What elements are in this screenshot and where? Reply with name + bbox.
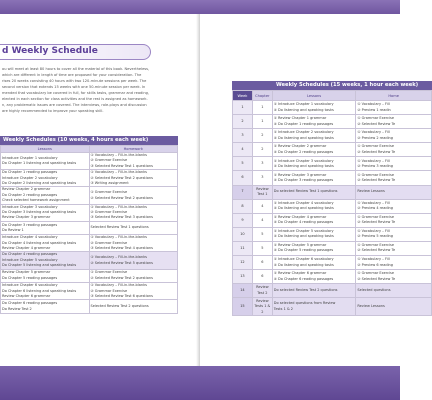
cell-text: Review Lessons: [357, 189, 385, 194]
table-row: [1, 300, 178, 313]
table-row: [233, 115, 432, 129]
cell-text: Selected questions: [357, 288, 391, 293]
section-title-text: d Weekly Schedule: [2, 46, 98, 56]
week-cell: 4: [233, 143, 253, 157]
cell-text: ① Introduce Chapter 6 vocabulary: [273, 257, 334, 262]
cell-text: Review Chapter 6 grammar: [2, 293, 51, 298]
cell-text: ② Selected Review Te: [357, 248, 396, 253]
cell-text: Introduce Chapter 2 vocabulary: [2, 175, 58, 180]
homework-cell: [89, 221, 178, 234]
cell-text: ① Grammar Exercise: [357, 172, 394, 177]
cell-text: ① Grammar Exercise: [90, 270, 128, 275]
table-caption: Weekly Schedules (15 weeks, 1 hour each week): [232, 81, 432, 90]
table-caption: Weekly Schedules (10 weeks, 4 hours each week): [0, 136, 178, 145]
week-cell: 5: [233, 157, 253, 171]
table-row: [1, 252, 178, 269]
cell-text: Do Chapter 4 listening and speaking tasks: [2, 240, 77, 245]
cell-text: ① Grammar Exercise: [357, 243, 394, 248]
homework-cell: [356, 101, 432, 115]
lessons-cell: [272, 241, 356, 255]
chapter-cell: 1: [252, 101, 272, 115]
chapter-cell: 1: [252, 115, 272, 129]
cell-text: ② Preview 5 reading: [357, 234, 393, 239]
cell-text: ② Selected Review Te: [357, 178, 396, 183]
week-cell: 9: [233, 213, 253, 227]
chapter-cell: Review Test 1: [252, 185, 272, 199]
cell-text: Introduce Chapter 6 vocabulary: [2, 283, 58, 288]
cell-text: Do Chapter 5 listening and speaking tasks: [2, 263, 77, 268]
homework-cell: [89, 269, 178, 282]
week-cell: 13: [233, 270, 253, 284]
column-header-lessons: Lessons: [1, 146, 90, 153]
table-row: [233, 199, 432, 213]
table-row: [233, 270, 432, 284]
table-row: [233, 171, 432, 185]
cell-text: ② Selected Review Te: [357, 276, 396, 281]
cell-text: ① Grammar Exercise: [357, 271, 394, 276]
cell-text: ① Introduce Chapter 1 vocabulary: [273, 102, 334, 107]
table-row: [233, 241, 432, 255]
section-title: [0, 44, 151, 60]
lessons-cell: [1, 204, 90, 221]
lessons-cell: [272, 185, 356, 199]
column-header-lessons: Lessons: [272, 91, 356, 101]
table-row: [233, 256, 432, 270]
cell-text: ② Preview 1 readin: [357, 107, 391, 112]
cell-text: ① Review Chapter 4 grammar: [273, 214, 327, 219]
cell-text: Do Chapter 6 reading passages: [2, 301, 58, 306]
chapter-cell: 4: [252, 199, 272, 213]
homework-cell: [356, 185, 432, 199]
table-row: [233, 157, 432, 171]
cell-text: ① Vocabulary – Fill: [357, 200, 390, 205]
cell-text: ② Selected Review Test 2 questions: [90, 195, 153, 200]
cell-text: ② Do Chapter 2 reading passages: [273, 149, 334, 154]
top-band: [0, 0, 400, 14]
cell-text: ② Selected Review Test 2 questions: [90, 175, 153, 180]
cell-text: ③ Selected Review Test 4 questions: [90, 246, 153, 251]
table-row: [233, 227, 432, 241]
cell-text: ③ Writing assignment: [90, 181, 129, 186]
cell-text: ① Vocabulary – Fill-in-the-blanks: [90, 170, 147, 175]
cell-text: ② Do listening and speaking tasks: [273, 163, 334, 168]
table-row: [1, 153, 178, 170]
intro-line: rises 20 weeks consisting 40 hours with two 120-minute sessions per week. The: [2, 79, 147, 83]
cell-text: Do Chapter 2 reading passages: [2, 192, 58, 197]
cell-text: ② Selected Review Test 5 questions: [90, 260, 153, 265]
lessons-cell: [1, 170, 90, 187]
cell-text: ① Vocabulary – Fill-in-the-blanks: [90, 235, 147, 240]
cell-text: ② Grammar Exercise: [90, 240, 128, 245]
homework-cell: [356, 284, 432, 298]
cell-text: ③ Selected Review Test 6 questions: [90, 293, 153, 298]
cell-text: ② Do listening and speaking tasks: [273, 262, 334, 267]
cell-text: Do Chapter 6 listening and speaking tasks: [2, 288, 77, 293]
week-cell: 1: [233, 101, 253, 115]
chapter-cell: 3: [252, 171, 272, 185]
lessons-cell: [272, 199, 356, 213]
homework-cell: [356, 256, 432, 270]
cell-text: ① Grammar Exercise: [357, 144, 394, 149]
cell-text: Do Review 1: [2, 228, 24, 233]
lessons-cell: [272, 298, 356, 316]
cell-text: Do selected Review Test 1 questions: [273, 189, 338, 194]
cell-text: ② Do Chapter 6 reading passages: [273, 276, 334, 281]
table-row: [1, 269, 178, 282]
cell-text: ① Grammar Exercise: [357, 214, 394, 219]
table-body: [1, 153, 178, 314]
lessons-cell: [1, 269, 90, 282]
cell-text: Review Chapter 2 grammar: [2, 187, 51, 192]
homework-cell: [89, 153, 178, 170]
cell-text: ② Selected Review Te: [357, 121, 396, 126]
cell-text: ② Preview 2 reading: [357, 135, 393, 140]
chapter-cell: 2: [252, 143, 272, 157]
lessons-cell: [272, 256, 356, 270]
cell-text: Check selected homework assignment: [2, 198, 70, 203]
cell-text: ① Introduce Chapter 5 vocabulary: [273, 228, 334, 233]
cell-text: ① Vocabulary – Fill: [357, 102, 390, 107]
week-cell: 12: [233, 256, 253, 270]
column-header-week: Week: [233, 91, 253, 101]
lessons-cell: [272, 115, 356, 129]
bottom-band: [0, 366, 400, 400]
homework-cell: [356, 298, 432, 316]
table-row: [1, 283, 178, 300]
right-page: [200, 14, 419, 366]
cell-text: ② Grammar Exercise: [90, 288, 128, 293]
cell-text: Do Chapter 3 listening and speaking tasks: [2, 210, 77, 215]
cell-text: Do Review Test 2: [2, 306, 32, 311]
lessons-cell: [272, 157, 356, 171]
week-cell: 11: [233, 241, 253, 255]
chapter-cell: Review Tests 1 & 2: [252, 298, 272, 316]
chapter-cell: 6: [252, 270, 272, 284]
cell-text: ① Vocabulary – Fill: [357, 130, 390, 135]
cell-text: ① Vocabulary – Fill: [357, 228, 390, 233]
cell-text: ① Review Chapter 6 grammar: [273, 271, 327, 276]
week-cell: 15: [233, 298, 253, 316]
cell-text: ② Do Chapter 3 reading passages: [273, 178, 334, 183]
cell-text: Tests 1 & 2: [273, 306, 294, 311]
homework-cell: [89, 204, 178, 221]
lessons-cell: [272, 284, 356, 298]
homework-cell: [356, 129, 432, 143]
intro-line: second version that extends 15 weeks with one 50-minute session per week. In: [2, 85, 146, 89]
homework-cell: [356, 171, 432, 185]
table-row: [233, 298, 432, 316]
cell-text: ① Introduce Chapter 2 vocabulary: [273, 130, 334, 135]
cell-text: ① Review Chapter 1 grammar: [273, 116, 327, 121]
cell-text: ② Do listening and speaking tasks: [273, 135, 334, 140]
intro-line: n, any problematic issues are covered. The interviews, role-plays and discussion: [2, 103, 147, 107]
table-row: [233, 143, 432, 157]
chapter-cell: 2: [252, 129, 272, 143]
column-header-chapter: Chapter: [252, 91, 272, 101]
lessons-cell: [1, 235, 90, 252]
cell-text: Selected Review Test 2 questions: [90, 303, 149, 308]
homework-cell: [89, 170, 178, 187]
cell-text: ② Do listening and speaking tasks: [273, 107, 334, 112]
cell-text: Introduce Chapter 3 vocabulary: [2, 204, 58, 209]
table-row: [1, 170, 178, 187]
column-header-homework: Homework: [89, 146, 178, 153]
table-body: [233, 101, 432, 316]
cell-text: Review Chapter 3 grammar: [2, 215, 51, 220]
homework-cell: [356, 115, 432, 129]
cell-text: Selected Review Test 1 questions: [90, 225, 149, 230]
cell-text: Do Chapter 2 listening and speaking tasks: [2, 181, 77, 186]
homework-cell: [89, 252, 178, 269]
cell-text: Do selected questions from Review: [273, 301, 336, 306]
intro-line: which are different in length of time are proposed for your consideration. The: [2, 73, 142, 77]
homework-cell: [89, 283, 178, 300]
intro-line: mended that vocabulary be covered in full, for skills tasks, grammar and reading,: [2, 91, 150, 95]
cell-text: ① Introduce Chapter 3 vocabulary: [273, 158, 334, 163]
table-row: [233, 284, 432, 298]
cell-text: Review Lessons: [357, 304, 385, 309]
cell-text: Review Chapter 5 grammar: [2, 270, 51, 275]
cell-text: ② Preview 4 reading: [357, 206, 393, 211]
cell-text: Introduce Chapter 5 vocabulary: [2, 257, 58, 262]
cell-text: ① Vocabulary – Fill-in-the-blanks: [90, 283, 147, 288]
cell-text: Do Chapter 3 reading passages: [2, 222, 58, 227]
left-page: [0, 14, 198, 366]
cell-text: Introduce Chapter 4 vocabulary: [2, 235, 58, 240]
lessons-cell: [1, 221, 90, 234]
week-cell: 14: [233, 284, 253, 298]
cell-text: ③ Selected Review Test 3 questions: [90, 215, 153, 220]
lessons-cell: [1, 300, 90, 313]
cell-text: ① Vocabulary – Fill: [357, 257, 390, 262]
cell-text: ① Introduce Chapter 4 vocabulary: [273, 200, 334, 205]
lessons-cell: [1, 283, 90, 300]
table-row: [233, 101, 432, 115]
cell-text: ③ Selected Review Test 1 questions: [90, 163, 153, 168]
lessons-cell: [272, 129, 356, 143]
table-row: [1, 235, 178, 252]
intro-line: elected in each section for class activities and the rest is assigned as homework.: [2, 97, 148, 101]
lessons-cell: [272, 101, 356, 115]
cell-text: ① Review Chapter 5 grammar: [273, 243, 327, 248]
table-row: [233, 213, 432, 227]
cell-text: Do Chapter 1 reading passages: [2, 170, 58, 175]
homework-cell: [89, 300, 178, 313]
cell-text: ① Review Chapter 3 grammar: [273, 172, 327, 177]
homework-cell: [356, 213, 432, 227]
cell-text: Do selected Review Test 2 questions: [273, 288, 338, 293]
week-cell: 10: [233, 227, 253, 241]
cell-text: ② Selected Review Te: [357, 220, 396, 225]
intro-line: are highly recommended to improve your speaking skill.: [2, 109, 104, 113]
chapter-cell: 6: [252, 256, 272, 270]
table-row: [233, 129, 432, 143]
cell-text: ② Preview 3 reading: [357, 163, 393, 168]
ten-week-schedule-table: [0, 136, 178, 314]
table-row: [1, 221, 178, 234]
lessons-cell: [1, 187, 90, 204]
homework-cell: [356, 241, 432, 255]
chapter-cell: 3: [252, 157, 272, 171]
cell-text: ② Selected Review Te: [357, 149, 396, 154]
intro-paragraph: [2, 66, 178, 114]
cell-text: ② Selected Review Test 2 questions: [90, 275, 153, 280]
lessons-cell: [1, 252, 90, 269]
cell-text: ② Preview 6 reading: [357, 262, 393, 267]
lessons-cell: [272, 227, 356, 241]
week-cell: 6: [233, 171, 253, 185]
cell-text: Do Chapter 1 listening and speaking tasks: [2, 161, 77, 166]
table-row: [1, 204, 178, 221]
chapter-cell: 5: [252, 227, 272, 241]
column-header-homework: Home: [356, 91, 432, 101]
cell-text: ① Vocabulary – Fill: [357, 158, 390, 163]
cell-text: Do Chapter 4 reading passages: [2, 252, 58, 257]
cell-text: Introduce Chapter 1 vocabulary: [2, 155, 58, 160]
table-row: [1, 187, 178, 204]
chapter-cell: 5: [252, 241, 272, 255]
lessons-cell: [272, 270, 356, 284]
cell-text: ② Do Chapter 1 reading passages: [273, 121, 334, 126]
homework-cell: [356, 143, 432, 157]
cell-text: ② Do listening and speaking tasks: [273, 234, 334, 239]
cell-text: ① Vocabulary – Fill-in-the-blanks: [90, 204, 147, 209]
homework-cell: [356, 157, 432, 171]
cell-text: ① Vocabulary – Fill-in-the-blanks: [90, 255, 147, 260]
week-cell: 8: [233, 199, 253, 213]
lessons-cell: [272, 171, 356, 185]
homework-cell: [356, 199, 432, 213]
cell-text: ① Grammar Exercise: [357, 116, 394, 121]
cell-text: Review Chapter 4 grammar: [2, 246, 51, 251]
cell-text: ① Grammar Exercise: [90, 190, 128, 195]
cell-text: ② Do listening and speaking tasks: [273, 206, 334, 211]
cell-text: Do Chapter 5 reading passages: [2, 275, 58, 280]
lessons-cell: [272, 143, 356, 157]
homework-cell: [356, 227, 432, 241]
cell-text: ② Do Chapter 5 reading passages: [273, 248, 334, 253]
cell-text: ② Do Chapter 4 reading passages: [273, 220, 334, 225]
lessons-cell: [1, 153, 90, 170]
fifteen-week-schedule-table: [232, 81, 432, 316]
week-cell: 2: [233, 115, 253, 129]
homework-cell: [89, 235, 178, 252]
cell-text: ② Grammar Exercise: [90, 210, 128, 215]
cell-text: ① Vocabulary – Fill-in-the-blanks: [90, 153, 147, 157]
cell-text: ① Review Chapter 2 grammar: [273, 144, 327, 149]
intro-line: ou will meet at least 80 hours to cover all the material of this book. Nevertheless,: [2, 67, 150, 71]
cell-text: ② Grammar Exercise: [90, 158, 128, 163]
week-cell: 7: [233, 185, 253, 199]
homework-cell: [89, 187, 178, 204]
week-cell: 3: [233, 129, 253, 143]
table-row: [233, 185, 432, 199]
lessons-cell: [272, 213, 356, 227]
homework-cell: [356, 270, 432, 284]
chapter-cell: Review Test 2: [252, 284, 272, 298]
chapter-cell: 4: [252, 213, 272, 227]
